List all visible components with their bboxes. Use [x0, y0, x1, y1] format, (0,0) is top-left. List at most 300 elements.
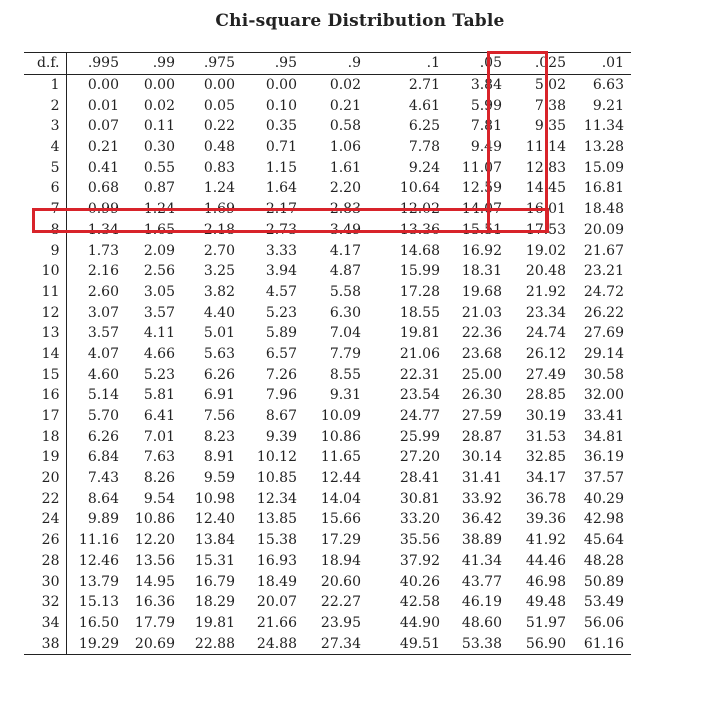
- value-cell: 0.07: [87, 118, 119, 135]
- value-cell: 44.46: [525, 552, 566, 569]
- df-cell: 6: [24, 178, 66, 199]
- value-cell: 3.82: [203, 283, 235, 300]
- value-cell: 2.18: [203, 221, 235, 238]
- table-row: [24, 240, 631, 261]
- value-cell: 16.93: [256, 552, 297, 569]
- value-cell: 3.49: [329, 221, 361, 238]
- value-cell: 3.25: [203, 263, 235, 280]
- value-cell: 0.99: [87, 201, 119, 218]
- value-cell: 53.49: [583, 594, 624, 611]
- df-cell: 32: [24, 592, 66, 613]
- df-cell: 13: [24, 323, 66, 344]
- value-cell: 1.15: [265, 159, 297, 176]
- value-cell: 3.07: [87, 304, 119, 321]
- value-cell: 51.97: [525, 614, 566, 631]
- value-cell: 12.02: [399, 201, 440, 218]
- df-cell: 3: [24, 116, 66, 137]
- value-cell: 19.81: [194, 614, 235, 631]
- value-cell: 23.68: [461, 345, 502, 362]
- value-cell: 34.81: [583, 428, 624, 445]
- value-cell: 3.57: [87, 325, 119, 342]
- value-cell: 48.28: [583, 552, 624, 569]
- df-cell: 30: [24, 571, 66, 592]
- value-cell: 8.67: [265, 408, 297, 425]
- value-cell: 5.58: [329, 283, 361, 300]
- value-cell: 26.22: [583, 304, 624, 321]
- value-cell: 0.87: [143, 180, 175, 197]
- value-cell: 12.20: [134, 532, 175, 549]
- value-cell: 10.86: [134, 511, 175, 528]
- value-cell: 0.10: [265, 97, 297, 114]
- header-alpha: .9: [304, 53, 368, 75]
- value-cell: 2.20: [329, 180, 361, 197]
- value-cell: 12.34: [256, 490, 297, 507]
- value-cell: 21.92: [525, 283, 566, 300]
- value-cell: 21.03: [461, 304, 502, 321]
- value-cell: 0.11: [143, 118, 175, 135]
- value-cell: 23.54: [399, 387, 440, 404]
- value-cell: 19.02: [525, 242, 566, 259]
- value-cell: 14.45: [525, 180, 566, 197]
- value-cell: 56.90: [509, 633, 573, 654]
- value-cell: 13.84: [194, 532, 235, 549]
- value-cell: 40.29: [583, 490, 624, 507]
- value-cell: 14.95: [134, 573, 175, 590]
- value-cell: 35.56: [399, 532, 440, 549]
- value-cell: 15.51: [461, 221, 502, 238]
- value-cell: 4.61: [408, 97, 440, 114]
- value-cell: 3.94: [265, 263, 297, 280]
- value-cell: 1.06: [329, 139, 361, 156]
- value-cell: 23.21: [583, 263, 624, 280]
- value-cell: 7.38: [534, 97, 566, 114]
- value-cell: 61.16: [573, 633, 631, 654]
- value-cell: 24.72: [583, 283, 624, 300]
- table-row: [24, 178, 631, 199]
- value-cell: 32.00: [583, 387, 624, 404]
- df-cell: 38: [24, 633, 66, 654]
- value-cell: 12.46: [78, 552, 119, 569]
- value-cell: 5.23: [265, 304, 297, 321]
- value-cell: 2.17: [265, 201, 297, 218]
- table-row: [24, 302, 631, 323]
- value-cell: 46.98: [525, 573, 566, 590]
- value-cell: 31.41: [461, 470, 502, 487]
- value-cell: 5.89: [265, 325, 297, 342]
- value-cell: 10.64: [399, 180, 440, 197]
- value-cell: 0.83: [203, 159, 235, 176]
- value-cell: 36.19: [583, 449, 624, 466]
- value-cell: 6.41: [143, 408, 175, 425]
- value-cell: 5.99: [470, 97, 502, 114]
- header-alpha: .05: [447, 53, 509, 75]
- table-row: [24, 364, 631, 385]
- value-cell: 16.36: [134, 594, 175, 611]
- value-cell: 22.36: [461, 325, 502, 342]
- value-cell: 30.81: [399, 490, 440, 507]
- value-cell: 5.01: [203, 325, 235, 342]
- df-cell: 9: [24, 240, 66, 261]
- df-cell: 16: [24, 385, 66, 406]
- value-cell: 15.09: [583, 159, 624, 176]
- value-cell: 7.63: [143, 449, 175, 466]
- value-cell: 28.41: [399, 470, 440, 487]
- value-cell: 10.98: [194, 490, 235, 507]
- value-cell: 44.90: [399, 614, 440, 631]
- value-cell: 5.14: [87, 387, 119, 404]
- value-cell: 43.77: [461, 573, 502, 590]
- value-cell: 4.17: [329, 242, 361, 259]
- value-cell: 2.73: [265, 221, 297, 238]
- header-row: [24, 53, 631, 75]
- value-cell: 0.02: [143, 97, 175, 114]
- value-cell: 0.71: [265, 139, 297, 156]
- value-cell: 11.34: [583, 118, 624, 135]
- value-cell: 15.31: [194, 552, 235, 569]
- value-cell: 7.26: [265, 366, 297, 383]
- header-alpha: .025: [509, 53, 573, 75]
- table-row: [24, 406, 631, 427]
- value-cell: 2.09: [143, 242, 175, 259]
- df-cell: 2: [24, 95, 66, 116]
- value-cell: 8.26: [143, 470, 175, 487]
- value-cell: 56.06: [583, 614, 624, 631]
- value-cell: 40.26: [399, 573, 440, 590]
- value-cell: 15.38: [256, 532, 297, 549]
- value-cell: 50.89: [583, 573, 624, 590]
- table-row: [24, 199, 631, 220]
- value-cell: 12.44: [320, 470, 361, 487]
- value-cell: 18.94: [320, 552, 361, 569]
- value-cell: 33.41: [583, 408, 624, 425]
- value-cell: 7.81: [470, 118, 502, 135]
- value-cell: 30.58: [583, 366, 624, 383]
- value-cell: 41.92: [525, 532, 566, 549]
- value-cell: 1.61: [329, 159, 361, 176]
- value-cell: 6.91: [203, 387, 235, 404]
- df-cell: 12: [24, 302, 66, 323]
- value-cell: 0.35: [265, 118, 297, 135]
- value-cell: 26.12: [525, 345, 566, 362]
- value-cell: 15.99: [399, 263, 440, 280]
- value-cell: 1.24: [203, 180, 235, 197]
- df-cell: 19: [24, 447, 66, 468]
- value-cell: 53.38: [447, 633, 509, 654]
- value-cell: 18.49: [256, 573, 297, 590]
- df-cell: 34: [24, 613, 66, 634]
- value-cell: 16.81: [583, 180, 624, 197]
- value-cell: 1.73: [87, 242, 119, 259]
- value-cell: 30.19: [525, 408, 566, 425]
- value-cell: 10.09: [320, 408, 361, 425]
- df-cell: 1: [24, 74, 66, 95]
- table-row: [24, 426, 631, 447]
- value-cell: 27.34: [304, 633, 368, 654]
- value-cell: 46.19: [461, 594, 502, 611]
- table-row: [24, 633, 631, 654]
- value-cell: 7.01: [143, 428, 175, 445]
- value-cell: 6.57: [265, 345, 297, 362]
- df-cell: 22: [24, 488, 66, 509]
- value-cell: 1.65: [143, 221, 175, 238]
- table-row: [24, 282, 631, 303]
- value-cell: 0.48: [203, 139, 235, 156]
- value-cell: 4.66: [143, 345, 175, 362]
- table-row: [24, 613, 631, 634]
- value-cell: 7.78: [408, 139, 440, 156]
- value-cell: 9.89: [87, 511, 119, 528]
- value-cell: 3.84: [470, 77, 502, 94]
- value-cell: 28.85: [525, 387, 566, 404]
- value-cell: 1.64: [265, 180, 297, 197]
- value-cell: 27.59: [461, 408, 502, 425]
- value-cell: 22.88: [182, 633, 242, 654]
- df-cell: 8: [24, 220, 66, 241]
- value-cell: 2.71: [408, 77, 440, 94]
- value-cell: 7.43: [87, 470, 119, 487]
- value-cell: 27.69: [583, 325, 624, 342]
- value-cell: 16.50: [78, 614, 119, 631]
- df-cell: 4: [24, 137, 66, 158]
- df-cell: 24: [24, 509, 66, 530]
- value-cell: 12.40: [194, 511, 235, 528]
- value-cell: 37.92: [399, 552, 440, 569]
- value-cell: 19.68: [461, 283, 502, 300]
- table-row: [24, 344, 631, 365]
- value-cell: 10.86: [320, 428, 361, 445]
- value-cell: 25.00: [461, 366, 502, 383]
- value-cell: 18.48: [583, 201, 624, 218]
- table-row: [24, 261, 631, 282]
- value-cell: 21.67: [583, 242, 624, 259]
- value-cell: 49.48: [525, 594, 566, 611]
- value-cell: 9.31: [329, 387, 361, 404]
- value-cell: 13.56: [134, 552, 175, 569]
- value-cell: 18.55: [399, 304, 440, 321]
- value-cell: 20.48: [525, 263, 566, 280]
- value-cell: 16.01: [525, 201, 566, 218]
- value-cell: 7.04: [329, 325, 361, 342]
- value-cell: 33.92: [461, 490, 502, 507]
- table-title: Chi-square Distribution Table: [215, 11, 505, 31]
- value-cell: 11.16: [78, 532, 119, 549]
- value-cell: 2.83: [329, 201, 361, 218]
- value-cell: 7.79: [329, 345, 361, 362]
- value-cell: 2.70: [203, 242, 235, 259]
- value-cell: 9.21: [592, 97, 624, 114]
- value-cell: 9.49: [470, 139, 502, 156]
- header-alpha: .01: [573, 53, 631, 75]
- value-cell: 30.14: [461, 449, 502, 466]
- value-cell: 49.51: [368, 633, 447, 654]
- value-cell: 4.07: [87, 345, 119, 362]
- value-cell: 17.79: [134, 614, 175, 631]
- header-df: d.f.: [24, 53, 66, 75]
- value-cell: 14.68: [399, 242, 440, 259]
- header-alpha: .95: [242, 53, 304, 75]
- value-cell: 22.31: [399, 366, 440, 383]
- value-cell: 11.14: [525, 139, 566, 156]
- value-cell: 1.34: [87, 221, 119, 238]
- value-cell: 24.74: [525, 325, 566, 342]
- header-alpha: .975: [182, 53, 242, 75]
- value-cell: 6.30: [329, 304, 361, 321]
- value-cell: 38.89: [461, 532, 502, 549]
- value-cell: 11.07: [461, 159, 502, 176]
- value-cell: 17.29: [320, 532, 361, 549]
- value-cell: 9.35: [534, 118, 566, 135]
- value-cell: 21.66: [256, 614, 297, 631]
- value-cell: 0.01: [87, 97, 119, 114]
- value-cell: 0.00: [203, 77, 235, 94]
- value-cell: 5.81: [143, 387, 175, 404]
- value-cell: 13.28: [583, 139, 624, 156]
- table-row: [24, 592, 631, 613]
- value-cell: 2.16: [87, 263, 119, 280]
- table-row: [24, 509, 631, 530]
- value-cell: 5.02: [534, 77, 566, 94]
- value-cell: 0.30: [143, 139, 175, 156]
- value-cell: 42.58: [399, 594, 440, 611]
- value-cell: 36.42: [461, 511, 502, 528]
- df-cell: 14: [24, 344, 66, 365]
- value-cell: 13.36: [399, 221, 440, 238]
- value-cell: 2.60: [87, 283, 119, 300]
- value-cell: 26.30: [461, 387, 502, 404]
- value-cell: 19.29: [66, 633, 126, 654]
- table-row: [24, 220, 631, 241]
- value-cell: 0.21: [329, 97, 361, 114]
- value-cell: 8.91: [203, 449, 235, 466]
- value-cell: 4.87: [329, 263, 361, 280]
- table-row: [24, 447, 631, 468]
- value-cell: 2.56: [143, 263, 175, 280]
- table-row: [24, 157, 631, 178]
- table-row: [24, 551, 631, 572]
- value-cell: 0.55: [143, 159, 175, 176]
- value-cell: 20.60: [320, 573, 361, 590]
- value-cell: 0.58: [329, 118, 361, 135]
- value-cell: 20.69: [126, 633, 182, 654]
- value-cell: 16.92: [461, 242, 502, 259]
- df-cell: 5: [24, 157, 66, 178]
- value-cell: 6.84: [87, 449, 119, 466]
- table-row: [24, 530, 631, 551]
- value-cell: 8.55: [329, 366, 361, 383]
- header-alpha: .99: [126, 53, 182, 75]
- value-cell: 10.85: [256, 470, 297, 487]
- value-cell: 13.79: [78, 573, 119, 590]
- value-cell: 4.11: [143, 325, 175, 342]
- value-cell: 6.63: [592, 77, 624, 94]
- table-row: [24, 74, 631, 95]
- value-cell: 24.77: [399, 408, 440, 425]
- value-cell: 14.07: [461, 201, 502, 218]
- df-cell: 15: [24, 364, 66, 385]
- value-cell: 41.34: [461, 552, 502, 569]
- value-cell: 24.88: [242, 633, 304, 654]
- df-cell: 18: [24, 426, 66, 447]
- value-cell: 6.26: [203, 366, 235, 383]
- value-cell: 0.00: [143, 77, 175, 94]
- table-row: [24, 571, 631, 592]
- value-cell: 13.85: [256, 511, 297, 528]
- header-alpha: .995: [66, 53, 126, 75]
- value-cell: 37.57: [583, 470, 624, 487]
- value-cell: 16.79: [194, 573, 235, 590]
- table-row: [24, 385, 631, 406]
- table-row: [24, 116, 631, 137]
- df-cell: 11: [24, 282, 66, 303]
- value-cell: 5.70: [87, 408, 119, 425]
- value-cell: 3.57: [143, 304, 175, 321]
- value-cell: 17.53: [525, 221, 566, 238]
- value-cell: 33.20: [399, 511, 440, 528]
- value-cell: 36.78: [525, 490, 566, 507]
- value-cell: 45.64: [583, 532, 624, 549]
- value-cell: 42.98: [583, 511, 624, 528]
- value-cell: 18.29: [194, 594, 235, 611]
- df-cell: 26: [24, 530, 66, 551]
- value-cell: 17.28: [399, 283, 440, 300]
- value-cell: 10.12: [256, 449, 297, 466]
- value-cell: 4.60: [87, 366, 119, 383]
- value-cell: 6.26: [87, 428, 119, 445]
- value-cell: 5.63: [203, 345, 235, 362]
- value-cell: 34.17: [525, 470, 566, 487]
- value-cell: 7.96: [265, 387, 297, 404]
- value-cell: 4.57: [265, 283, 297, 300]
- value-cell: 8.23: [203, 428, 235, 445]
- value-cell: 12.59: [461, 180, 502, 197]
- value-cell: 25.99: [399, 428, 440, 445]
- value-cell: 20.09: [583, 221, 624, 238]
- value-cell: 32.85: [525, 449, 566, 466]
- chi-square-table: [24, 52, 631, 655]
- df-cell: 20: [24, 468, 66, 489]
- table-row: [24, 488, 631, 509]
- df-cell: 7: [24, 199, 66, 220]
- value-cell: 15.13: [78, 594, 119, 611]
- df-cell: 17: [24, 406, 66, 427]
- value-cell: 39.36: [525, 511, 566, 528]
- value-cell: 9.24: [408, 159, 440, 176]
- value-cell: 15.66: [320, 511, 361, 528]
- table-row: [24, 95, 631, 116]
- value-cell: 0.05: [203, 97, 235, 114]
- value-cell: 29.14: [583, 345, 624, 362]
- table-row: [24, 323, 631, 344]
- value-cell: 0.68: [87, 180, 119, 197]
- value-cell: 6.25: [408, 118, 440, 135]
- value-cell: 0.22: [203, 118, 235, 135]
- value-cell: 8.64: [87, 490, 119, 507]
- value-cell: 4.40: [203, 304, 235, 321]
- value-cell: 0.00: [265, 77, 297, 94]
- value-cell: 21.06: [399, 345, 440, 362]
- value-cell: 5.23: [143, 366, 175, 383]
- table-row: [24, 468, 631, 489]
- value-cell: 0.21: [87, 139, 119, 156]
- value-cell: 27.49: [525, 366, 566, 383]
- value-cell: 31.53: [525, 428, 566, 445]
- value-cell: 3.33: [265, 242, 297, 259]
- value-cell: 23.34: [525, 304, 566, 321]
- value-cell: 1.24: [143, 201, 175, 218]
- value-cell: 48.60: [461, 614, 502, 631]
- value-cell: 22.27: [320, 594, 361, 611]
- header-alpha: .1: [368, 53, 447, 75]
